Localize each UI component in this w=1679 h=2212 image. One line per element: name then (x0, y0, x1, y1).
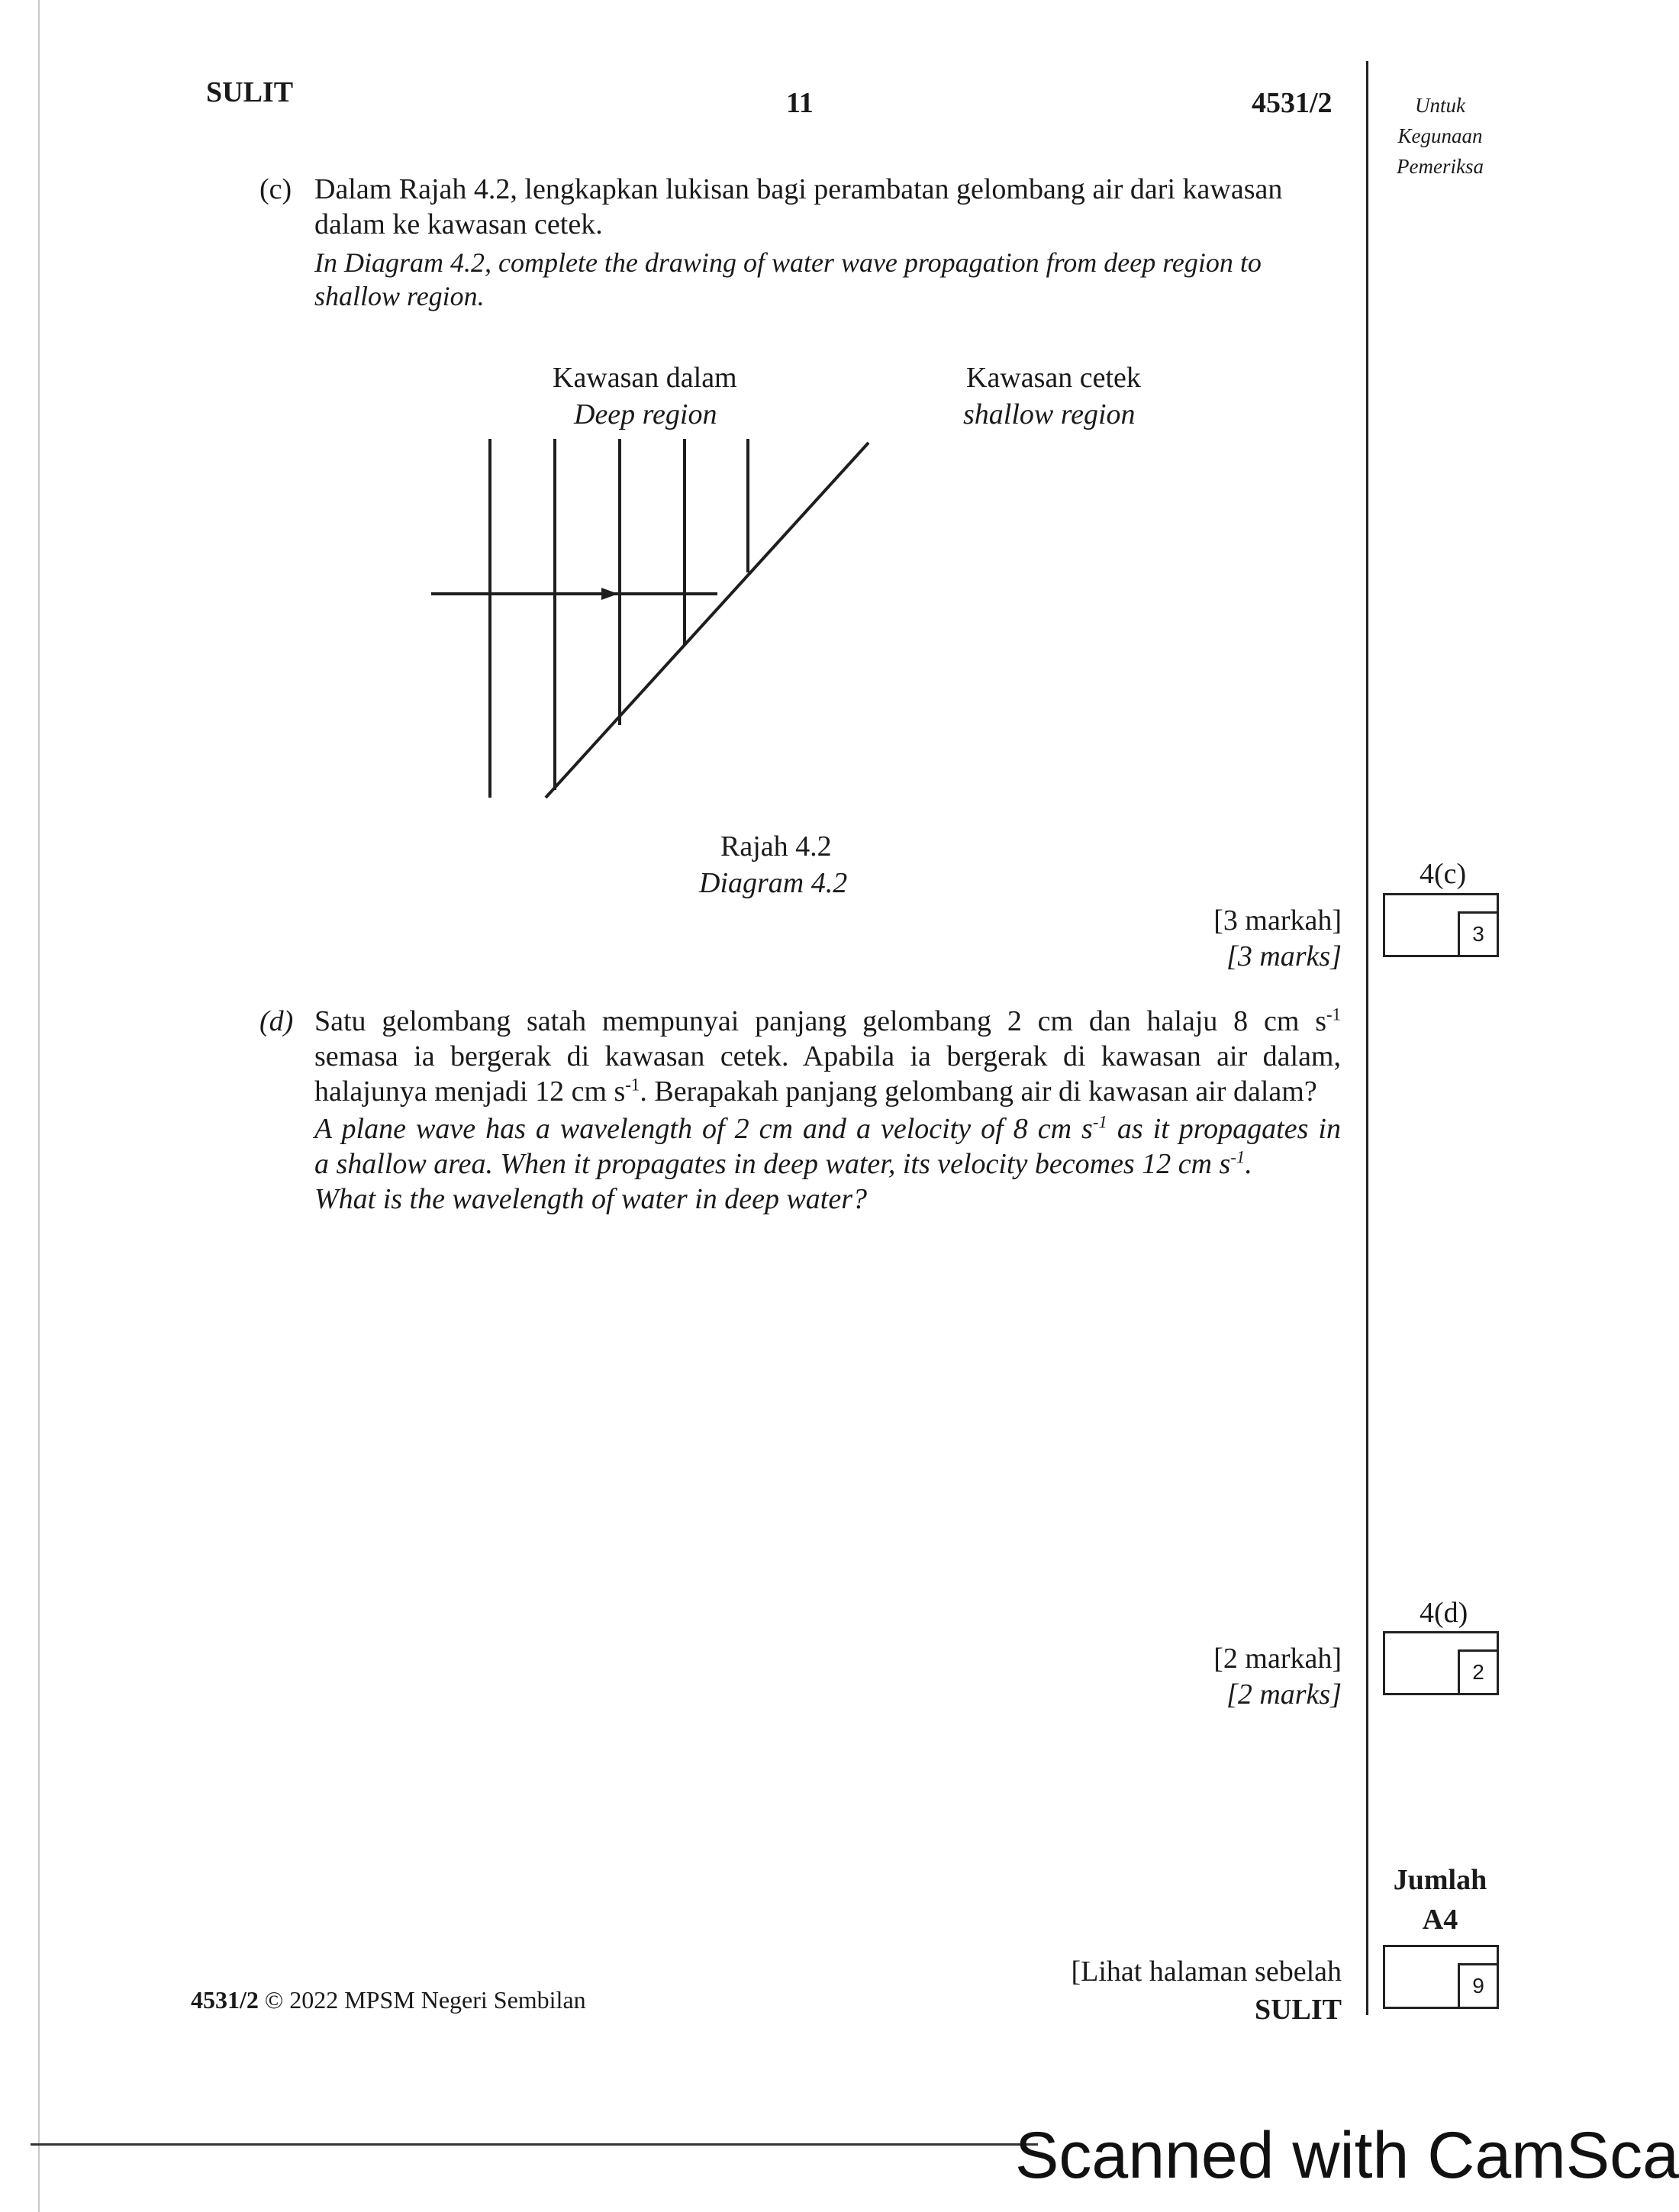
total-section: A4 (1422, 1904, 1458, 1936)
footer-next-page: [Lihat halaman sebelah (1071, 1956, 1342, 1988)
part-d-malay-line-2: semasa ia bergerak di kawasan cetek. Apabila ia bergerak di kawasan air dalam, (314, 1040, 1341, 1072)
part-c-marks-malay: [3 markah] (1213, 904, 1342, 937)
part-d-english-line-1: A plane wave has a wavelength of 2 cm and a velocity of 8 cm $s^{-1}$ as it propagates in (314, 1112, 1341, 1145)
diagram-deep-english: Deep region (574, 398, 717, 430)
examiner-line-2: Kegunaan (1397, 124, 1483, 147)
header-paper-code: 4531/2 (1252, 87, 1333, 119)
part-d-malay-line-3: halajunya menjadi 12 cm $s^{-1}$. Berapakah panjang gelombang air di kawasan air dalam? (314, 1075, 1317, 1108)
footer-copyright: 4531/2 © 2022 MPSM Negeri Sembilan (191, 1986, 586, 2014)
diagram-caption-english: Diagram 4.2 (699, 867, 848, 899)
header-sulit: SULIT (206, 76, 294, 108)
part-d-malay-line-1: Satu gelombang satah mempunyai panjang gelombang 2 cm dan halaju 8 cm $s^{-1}$ (314, 1004, 1341, 1037)
examiner-line-3: Pemeriksa (1397, 155, 1484, 178)
part-c-malay: Dalam Rajah 4.2, lengkapkan lukisan bagi perambatan gelombang air dari kawasan dalam ke kawasan cetek. (314, 173, 1283, 240)
part-c-label: (c) (259, 173, 292, 205)
part-d-mark-value: 2 (1458, 1649, 1497, 1693)
part-d-box-label: 4(d) (1420, 1597, 1468, 1629)
part-d-malay (314, 1004, 1341, 1109)
part-d-english (314, 1111, 1341, 1217)
examiner-label (1383, 90, 1497, 182)
total-mark-value: 9 (1458, 1963, 1497, 2007)
part-c-mark-value: 3 (1458, 911, 1497, 955)
diagram-shallow-english: shallow region (963, 398, 1136, 430)
page-edge-line (38, 0, 40, 2212)
part-c-box-label: 4(c) (1420, 858, 1467, 890)
part-c-marks-english: [3 marks] (1226, 940, 1342, 972)
footer-sulit: SULIT (1254, 1994, 1342, 2026)
part-c-mark-box (1383, 893, 1499, 957)
total-label: Jumlah (1393, 1864, 1487, 1896)
diagram-shallow-malay: Kawasan cetek (966, 362, 1141, 394)
wave-diagram (427, 431, 885, 817)
examiner-line-1: Untuk (1415, 94, 1465, 117)
diagram-deep-malay: Kawasan dalam (553, 362, 737, 394)
part-d-label: (d) (259, 1005, 294, 1037)
part-d-english-line-3: What is the wavelength of water in deep water? (314, 1183, 868, 1215)
examiner-column-rule (1366, 61, 1368, 2015)
boundary-line (546, 443, 869, 798)
diagram-caption-malay: Rajah 4.2 (720, 830, 832, 863)
scan-watermark: Scanned with CamSca (1015, 2119, 1679, 2192)
part-d-english-line-2: a shallow area. When it propagates in deep water, its velocity becomes 12 cm $s^{-1}$. (314, 1147, 1252, 1180)
part-d-mark-box (1383, 1631, 1499, 1695)
header-page-number: 11 (786, 87, 814, 119)
part-c-english: In Diagram 4.2, complete the drawing of water wave propagation from deep region to shallow region. (314, 247, 1262, 311)
footer-rule (31, 2143, 1038, 2146)
propagation-arrowhead (601, 588, 618, 600)
total-mark-box (1383, 1945, 1499, 2009)
part-d-marks-english: [2 marks] (1226, 1678, 1342, 1711)
part-d-marks-malay: [2 markah] (1213, 1643, 1342, 1675)
